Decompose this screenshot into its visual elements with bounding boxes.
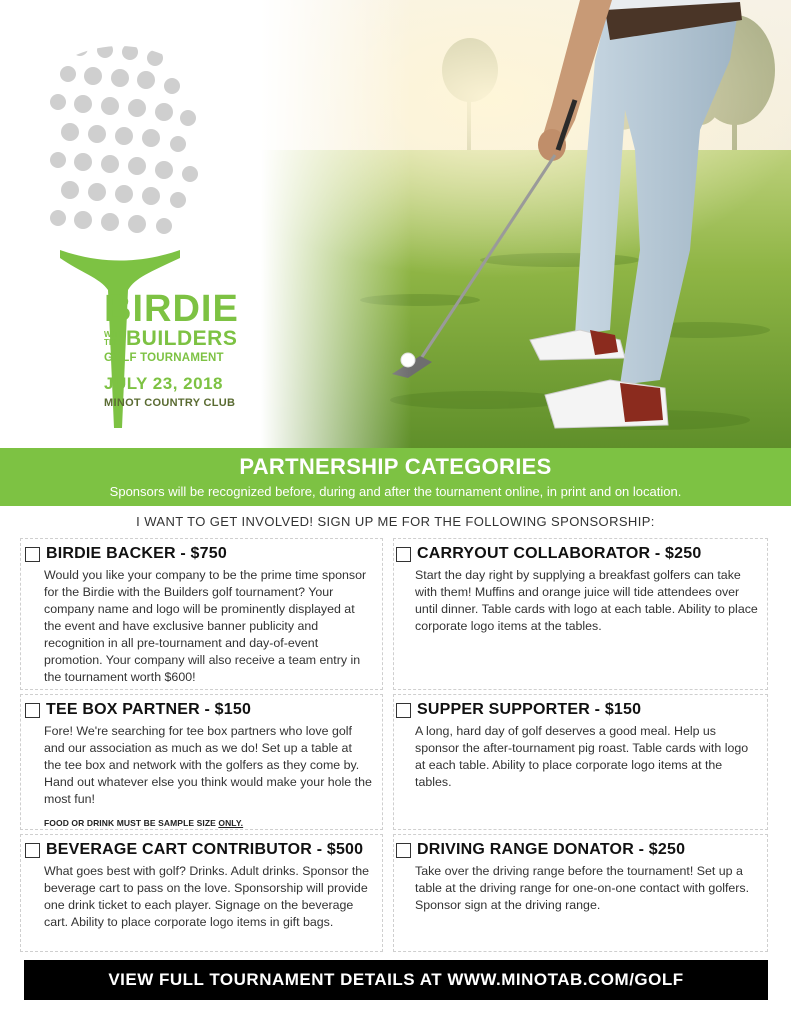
banner-title: PARTNERSHIP CATEGORIES (239, 454, 552, 479)
event-name-with-the (104, 331, 126, 347)
event-date: JULY 23, 2018 (104, 374, 223, 393)
beverage-cart-checkbox[interactable] (25, 843, 40, 858)
footer-bar (24, 960, 768, 1000)
event-name-the: THE (104, 338, 120, 347)
signup-intro: I WANT TO GET INVOLVED! SIGN UP ME FOR THE FOLLOWING SPONSORSHIP: (136, 514, 655, 529)
card-description: Start the day right by supplying a breakfast golfers can take with them! Muffins and orange juice will tide attendees over until dinner. Table cards with logo at each table. Ability to place corporate logo items at the tables. (415, 568, 758, 633)
note-text: FOOD OR DRINK MUST BE SAMPLE SIZE (44, 818, 219, 828)
sample-size-note (25, 818, 372, 828)
event-subtitle: GOLF TOURNAMENT (104, 352, 224, 364)
sponsorship-card-beverage-cart (20, 834, 383, 952)
event-name-row (104, 328, 264, 350)
card-title: SUPPER SUPPORTER - $150 (417, 701, 642, 718)
banner-subtitle: Sponsors will be recognized before, during and after the tournament online, in print and on location. (109, 484, 682, 499)
sponsorship-card-birdie-backer (20, 538, 383, 690)
sponsorship-card-carryout-collaborator (393, 538, 768, 690)
event-name-birdie: BIRDIE (104, 288, 239, 330)
carryout-collaborator-checkbox[interactable] (396, 547, 411, 562)
card-header (25, 701, 372, 719)
partnership-banner (0, 448, 791, 506)
sponsorship-card-supper-supporter (393, 694, 768, 830)
event-venue: MINOT COUNTRY CLUB (104, 397, 236, 409)
card-description: Take over the driving range before the tournament! Set up a table at the driving range for one-on-one contact with golfers. Sponsor sign at the driving range. (415, 864, 750, 912)
card-header (396, 545, 759, 563)
card-title: TEE BOX PARTNER - $150 (46, 701, 252, 718)
tee-box-partner-checkbox[interactable] (25, 703, 40, 718)
card-title: CARRYOUT COLLABORATOR - $250 (417, 545, 702, 562)
card-description: A long, hard day of golf deserves a good meal. Help us sponsor the after-tournament pig roast. Table cards with logo at each table. Ability to place corporate logo items at the tables. (415, 724, 749, 789)
event-title-block (104, 290, 264, 409)
card-description: What goes best with golf? Drinks. Adult drinks. Sponsor the beverage cart to pass on the love. Sponsorship will provide one drink ticket to each player. Signage on the beverage cart. Ability to place corporate logo items in gift bags. (44, 864, 370, 929)
sponsorship-card-driving-range (393, 834, 768, 952)
hero-section (0, 0, 791, 448)
event-name-with: WITH (104, 330, 125, 339)
tournament-details-link[interactable]: VIEW FULL TOURNAMENT DETAILS AT WWW.MINOTAB.COM/GOLF (108, 970, 684, 989)
card-description: Would you like your company to be the prime time sponsor for the Birdie with the Builders golf tournament? Your company name and logo will be prominently displayed at the event and have exclusive banner publicity and recognition in all pre-tournament and day-of-event promotion. Your company will also receive a team entry in the tournament worth $600! (44, 568, 367, 684)
birdie-backer-checkbox[interactable] (25, 547, 40, 562)
supper-supporter-checkbox[interactable] (396, 703, 411, 718)
card-title: BIRDIE BACKER - $750 (46, 545, 227, 562)
driving-range-checkbox[interactable] (396, 843, 411, 858)
card-header (25, 545, 372, 563)
card-header (396, 841, 759, 859)
sponsorship-card-tee-box-partner (20, 694, 383, 830)
event-name-builders: BUILDERS (126, 327, 238, 350)
card-header (25, 841, 372, 859)
card-title: DRIVING RANGE DONATOR - $250 (417, 841, 686, 858)
card-header (396, 701, 759, 719)
card-title: BEVERAGE CART CONTRIBUTOR - $500 (46, 841, 364, 858)
card-description: Fore! We're searching for tee box partners who love golf and our association as much as we do! Set up a table at the tee box and network with the golfers as they come by. Hand out whatever else you think would make your hole the most fun! (44, 724, 372, 806)
note-emphasis: ONLY. (218, 818, 244, 828)
